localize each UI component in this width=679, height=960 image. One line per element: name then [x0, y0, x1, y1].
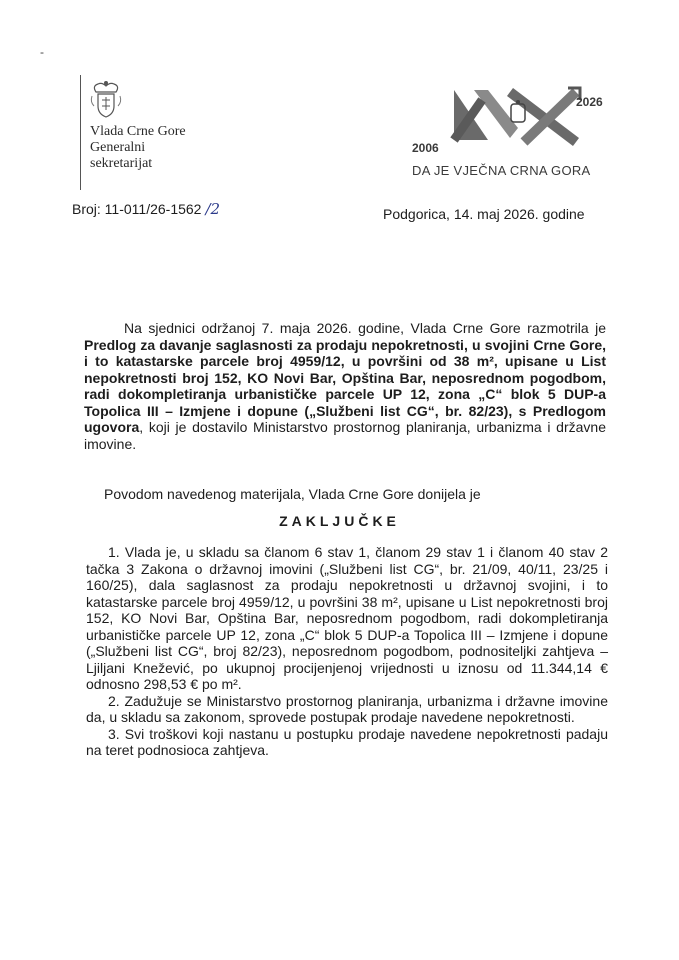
conclusion-item [86, 544, 608, 693]
conclusions-list [86, 544, 608, 759]
org-line: Vlada Crne Gore [90, 124, 186, 139]
org-line: sekretarijat [90, 156, 153, 171]
conclusion-item [86, 726, 608, 759]
org-line: Generalni [90, 140, 146, 155]
place-date: Podgorica, 14. maj 2026. godine [383, 206, 585, 222]
document-number [72, 200, 220, 218]
header-divider [80, 75, 81, 190]
document-number-label: Broj: 11-011/26-1562 [72, 201, 202, 217]
scan-mark: - [40, 45, 44, 59]
conclusion-item [86, 693, 608, 726]
intro-text-end: , koji je dostavilo Ministarstvo prostornog planiranja, urbanizma i državne imovine. [84, 419, 606, 452]
anniversary-year-end: 2026 [576, 95, 603, 109]
conclusions-title: ZAKLJUČKE [279, 513, 400, 529]
conclusion-text: 2. Zadužuje se Ministarstvo prostornog planiranja, urbanizma i državne imovine da, u skladu sa zakonom, sprovede postupak prodaje navedene nepokretnosti. [86, 692, 608, 725]
coat-of-arms-icon [88, 80, 124, 120]
anniversary-motto: DA JE VJEČNA CRNA GORA [412, 163, 591, 178]
intro-text: Na sjednici održanoj 7. maja 2026. godine, Vlada Crne Gore razmotrila je [124, 320, 606, 336]
conclusion-text: 3. Svi troškovi koji nastanu u postupku prodaje navedene nepokretnosti padaju na teret podnosioca zahtjeva. [86, 725, 608, 758]
intro-paragraph [84, 320, 606, 452]
anniversary-year-start: 2006 [412, 141, 439, 155]
handwritten-annotation: /2 [205, 200, 221, 218]
povodom-paragraph: Povodom navedenog materijala, Vlada Crne Gore donijela je [104, 486, 481, 502]
organization-name [90, 124, 186, 172]
conclusion-text: 1. Vlada je, u skladu sa članom 6 stav 1, članom 29 stav 1 i članom 40 stav 2 tačka 3 Zakona o državnoj imovini („Službeni list CG“, br. 21/09, 40/11, 23/25 i 160/25), dala saglasnost za prodaju nepokretnosti u državnoj svojini, i to katastarske parcele broj 4959/12, u površini 38 m², upisane u List nepokretnosti broj 152, KO Novi Bar, Opština Bar, neposrednom pogodbom, radi dokompletiranja urbanističke parcele UP 12, zona „C“ blok 5 DUP-a Topolica III – Izmjene i dopune („Službeni list CG“, broj 82/23), neposrednom pogodbom, podnositeljki zahtjeva – Ljiljani Knežević, po ukupnoj procijenjenoj vrijednosti u iznosu od 11.344,14 € odnosno 298,53 € po m². [86, 544, 608, 692]
intro-subject: Predlog za davanje saglasnosti za prodaju nepokretnosti, u svojini Crne Gore, i to katastarske parcele broj 4959/12, u površini od 38 m², upisane u List nepokretnosti broj 152, KO Novi Bar, Opština Bar, neposrednom pogodbom, radi dokompletiranja urbanističke parcele UP 12, zona „C“ blok 5 DUP-a Topolica III – Izmjene i dopune („Službeni list CG“, br. 82/23), s Predlogom ugovora [84, 336, 606, 435]
